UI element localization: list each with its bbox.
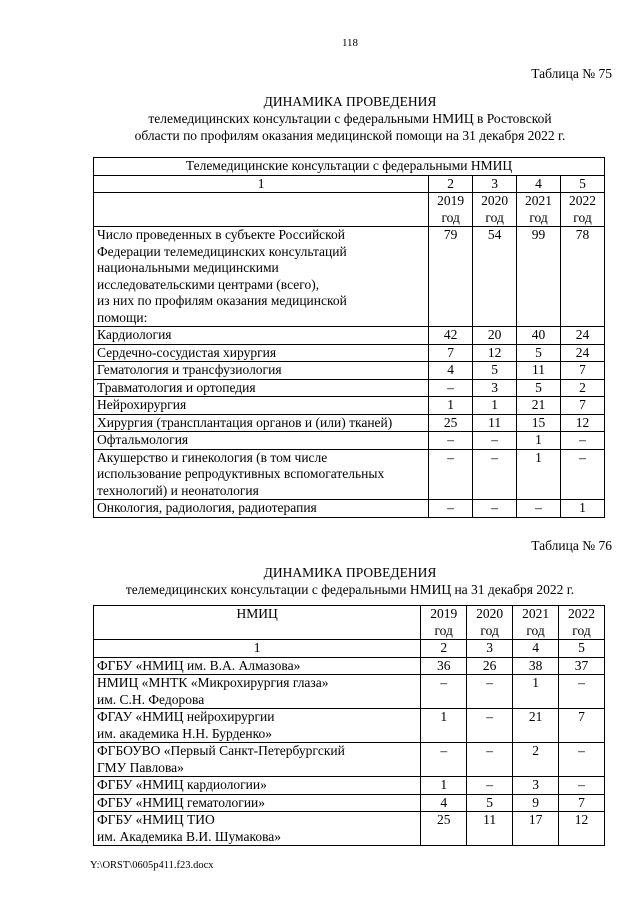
row-label: Кардиология bbox=[94, 327, 429, 345]
row-label: Нейрохирургия bbox=[94, 397, 429, 415]
cell-value: 12 bbox=[473, 344, 517, 362]
row-label-line: им. академика Н.Н. Бурденко» bbox=[97, 725, 273, 741]
cell-value: 25 bbox=[421, 812, 467, 846]
heading-line: ДИНАМИКА ПРОВЕДЕНИЯ bbox=[263, 94, 437, 109]
year-header bbox=[429, 193, 473, 227]
cell-value: 7 bbox=[559, 709, 605, 743]
cell-value: – bbox=[467, 743, 513, 777]
table-title-row bbox=[94, 158, 605, 176]
table-row bbox=[94, 362, 605, 380]
cell-value: – bbox=[429, 500, 473, 518]
cell-value: 1 bbox=[473, 397, 517, 415]
cell-value: 1 bbox=[421, 709, 467, 743]
cell-value: 7 bbox=[561, 362, 605, 380]
cell-value: 9 bbox=[513, 794, 559, 812]
row-label bbox=[94, 227, 429, 327]
row-label-line: ФГБОУВО «Первый Санкт-Петербургский bbox=[97, 743, 345, 758]
cell-value: – bbox=[467, 675, 513, 709]
year-value: 2021 bbox=[525, 193, 553, 208]
table-row bbox=[94, 709, 605, 743]
table-75 bbox=[93, 157, 605, 518]
header-row bbox=[94, 606, 605, 640]
table-row bbox=[94, 379, 605, 397]
column-number: 5 bbox=[561, 175, 605, 193]
table-76-heading bbox=[90, 564, 610, 598]
row-label-line: ФГБУ «НМИЦ ТИО bbox=[97, 812, 215, 827]
table-75-label: Таблица № 75 bbox=[531, 66, 612, 81]
year-value: 2020 bbox=[481, 193, 509, 208]
cell-value: 21 bbox=[517, 397, 561, 415]
row-label-line: ГМУ Павлова» bbox=[97, 759, 184, 775]
row-label-line: национальными медицинскими bbox=[97, 260, 279, 275]
year-header bbox=[559, 606, 605, 640]
year-header-row bbox=[94, 193, 605, 227]
cell-value: 79 bbox=[429, 227, 473, 327]
cell-value: 25 bbox=[429, 414, 473, 432]
cell-value: 3 bbox=[473, 379, 517, 397]
table-row bbox=[94, 344, 605, 362]
cell-value: 2 bbox=[561, 379, 605, 397]
cell-value: 11 bbox=[473, 414, 517, 432]
heading-line: области по профилям оказания медицинской помощи на 31 декабря 2022 г. bbox=[134, 128, 566, 143]
cell-value: – bbox=[559, 743, 605, 777]
table-row bbox=[94, 657, 605, 675]
cell-value: 5 bbox=[473, 362, 517, 380]
row-label: ФГБУ «НМИЦ им. В.А. Алмазова» bbox=[94, 657, 421, 675]
cell-value: 37 bbox=[559, 657, 605, 675]
cell-value: – bbox=[473, 500, 517, 518]
cell-value: 24 bbox=[561, 344, 605, 362]
row-label: Травматология и ортопедия bbox=[94, 379, 429, 397]
table-row bbox=[94, 794, 605, 812]
table-row bbox=[94, 743, 605, 777]
row-label: ФГБУ «НМИЦ кардиологии» bbox=[94, 777, 421, 795]
cell-value: 21 bbox=[513, 709, 559, 743]
row-label-line: помощи: bbox=[97, 309, 148, 325]
year-header bbox=[561, 193, 605, 227]
column-number: 4 bbox=[517, 175, 561, 193]
row-label-line: им. С.Н. Федорова bbox=[97, 691, 205, 707]
table-row bbox=[94, 327, 605, 345]
cell-value: – bbox=[561, 432, 605, 450]
cell-value: – bbox=[429, 449, 473, 500]
cell-value: 42 bbox=[429, 327, 473, 345]
year-header bbox=[517, 193, 561, 227]
cell-value: – bbox=[467, 709, 513, 743]
table-title-cell: Телемедицинские консультации с федеральными НМИЦ bbox=[94, 158, 605, 176]
cell-value: 40 bbox=[517, 327, 561, 345]
cell-value: – bbox=[559, 675, 605, 709]
column-number-row bbox=[94, 640, 605, 658]
row-label-line: ФГАУ «НМИЦ нейрохирургии bbox=[97, 709, 275, 724]
year-unit: год bbox=[572, 622, 591, 638]
year-value: 2022 bbox=[568, 606, 596, 621]
cell-value: 1 bbox=[429, 397, 473, 415]
table-row bbox=[94, 777, 605, 795]
cell-value: – bbox=[473, 432, 517, 450]
cell-value: 4 bbox=[429, 362, 473, 380]
row-label-line: использование репродуктивных вспомогательных bbox=[97, 466, 385, 481]
heading-line: телемедицинских консультации с федеральными НМИЦ на 31 декабря 2022 г. bbox=[125, 582, 575, 597]
table-row-total bbox=[94, 227, 605, 327]
table-row bbox=[94, 500, 605, 518]
table-row bbox=[94, 414, 605, 432]
cell-value: – bbox=[473, 449, 517, 500]
year-unit: год bbox=[485, 209, 504, 225]
column-number: 4 bbox=[513, 640, 559, 658]
cell-value: 3 bbox=[513, 777, 559, 795]
row-label: Онкология, радиология, радиотерапия bbox=[94, 500, 429, 518]
cell-value: 5 bbox=[517, 344, 561, 362]
cell-value: 24 bbox=[561, 327, 605, 345]
year-unit: год bbox=[529, 209, 548, 225]
cell-value: – bbox=[421, 675, 467, 709]
cell-value: 7 bbox=[559, 794, 605, 812]
table-75-heading bbox=[90, 93, 610, 144]
cell-value: 78 bbox=[561, 227, 605, 327]
cell-value: 54 bbox=[473, 227, 517, 327]
cell-value: 26 bbox=[467, 657, 513, 675]
cell-value: 1 bbox=[517, 432, 561, 450]
row-label bbox=[94, 709, 421, 743]
year-value: 2021 bbox=[522, 606, 550, 621]
column-number: 3 bbox=[473, 175, 517, 193]
year-value: 2022 bbox=[569, 193, 596, 208]
row-label: Гематология и трансфузиология bbox=[94, 362, 429, 380]
year-unit: год bbox=[573, 209, 592, 225]
empty-cell bbox=[94, 193, 429, 227]
row-label-line: из них по профилям оказания медицинской bbox=[97, 293, 347, 308]
row-label bbox=[94, 812, 421, 846]
year-header bbox=[473, 193, 517, 227]
cell-value: 5 bbox=[467, 794, 513, 812]
row-label bbox=[94, 449, 429, 500]
year-unit: год bbox=[526, 622, 545, 638]
file-path-footer: Y:\ORST\0605p411.f23.docx bbox=[90, 860, 214, 871]
table-76 bbox=[93, 605, 605, 846]
row-label-line: исследовательскими центрами (всего), bbox=[97, 276, 320, 292]
column-number: 3 bbox=[467, 640, 513, 658]
row-label bbox=[94, 743, 421, 777]
year-value: 2020 bbox=[476, 606, 504, 621]
table-row bbox=[94, 432, 605, 450]
year-value: 2019 bbox=[430, 606, 458, 621]
row-label: Сердечно-сосудистая хирургия bbox=[94, 344, 429, 362]
row-label-line: им. Академика В.И. Шумакова» bbox=[97, 828, 282, 844]
table-76-label: Таблица № 76 bbox=[531, 538, 612, 553]
year-unit: год bbox=[480, 622, 499, 638]
row-label-line: Акушерство и гинекология (в том числе bbox=[97, 449, 328, 465]
cell-value: 7 bbox=[429, 344, 473, 362]
column-number: 2 bbox=[421, 640, 467, 658]
cell-value: 7 bbox=[561, 397, 605, 415]
year-unit: год bbox=[441, 209, 460, 225]
cell-value: – bbox=[561, 449, 605, 500]
table-row bbox=[94, 675, 605, 709]
cell-value: 2 bbox=[513, 743, 559, 777]
page-number: 118 bbox=[341, 37, 359, 49]
column-number: 1 bbox=[94, 640, 421, 658]
row-label-line: НМИЦ «МНТК «Микрохирургия глаза» bbox=[97, 675, 329, 690]
cell-value: 1 bbox=[517, 449, 561, 500]
cell-value: – bbox=[429, 379, 473, 397]
cell-value: – bbox=[559, 777, 605, 795]
cell-value: – bbox=[429, 432, 473, 450]
cell-value: 15 bbox=[517, 414, 561, 432]
column-number: 2 bbox=[429, 175, 473, 193]
year-unit: год bbox=[434, 622, 453, 638]
cell-value: 38 bbox=[513, 657, 559, 675]
row-label: Хирургия (трансплантация органов и (или) тканей) bbox=[94, 414, 429, 432]
column-number-row bbox=[94, 175, 605, 193]
cell-value: 20 bbox=[473, 327, 517, 345]
heading-line: ДИНАМИКА ПРОВЕДЕНИЯ bbox=[263, 565, 437, 580]
column-number: 1 bbox=[94, 175, 429, 193]
heading-line: телемедицинских консультации с федеральными НМИЦ в Ростовской bbox=[148, 111, 552, 126]
cell-value: 1 bbox=[561, 500, 605, 518]
cell-value: – bbox=[517, 500, 561, 518]
cell-value: 99 bbox=[517, 227, 561, 327]
row-label-line: Федерации телемедицинских консультаций bbox=[97, 243, 347, 259]
cell-value: 17 bbox=[513, 812, 559, 846]
row-label: ФГБУ «НМИЦ гематологии» bbox=[94, 794, 421, 812]
cell-value: – bbox=[467, 777, 513, 795]
year-header bbox=[467, 606, 513, 640]
cell-value: 12 bbox=[559, 812, 605, 846]
row-label: Офтальмология bbox=[94, 432, 429, 450]
row-label bbox=[94, 675, 421, 709]
column-number: 5 bbox=[559, 640, 605, 658]
table-row bbox=[94, 449, 605, 500]
cell-value: 1 bbox=[513, 675, 559, 709]
year-value: 2019 bbox=[437, 193, 465, 208]
cell-value: 11 bbox=[517, 362, 561, 380]
cell-value: 36 bbox=[421, 657, 467, 675]
cell-value: 4 bbox=[421, 794, 467, 812]
cell-value: – bbox=[421, 743, 467, 777]
year-header bbox=[421, 606, 467, 640]
row-label-line: Число проведенных в субъекте Российской bbox=[97, 227, 346, 242]
cell-value: 5 bbox=[517, 379, 561, 397]
row-label-line: технологий) и неонатология bbox=[97, 482, 259, 498]
table-row bbox=[94, 397, 605, 415]
cell-value: 11 bbox=[467, 812, 513, 846]
cell-value: 1 bbox=[421, 777, 467, 795]
nmic-header: НМИЦ bbox=[94, 606, 421, 640]
cell-value: 12 bbox=[561, 414, 605, 432]
table-row bbox=[94, 812, 605, 846]
year-header bbox=[513, 606, 559, 640]
